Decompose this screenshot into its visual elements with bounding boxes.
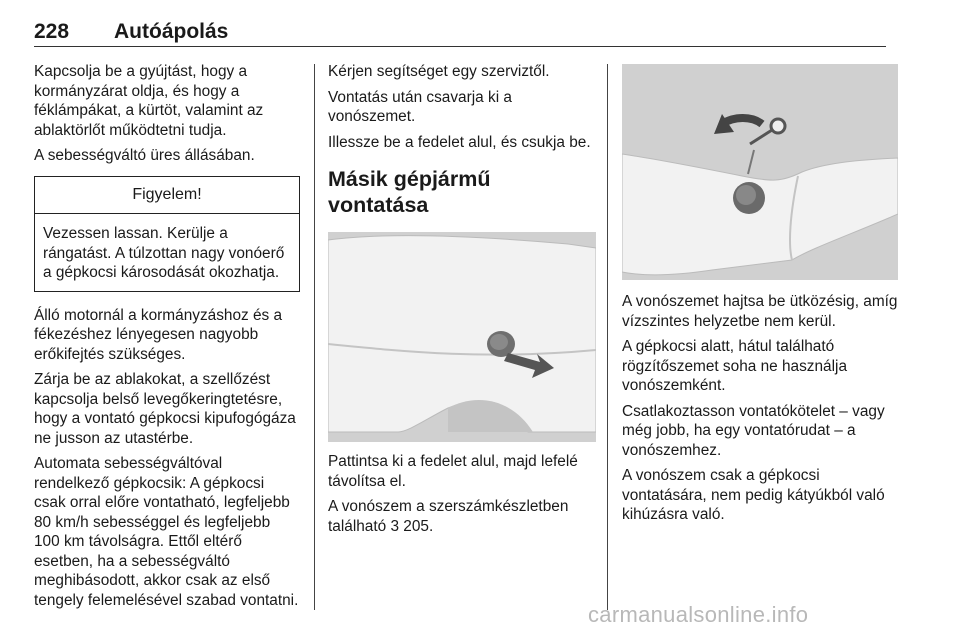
paragraph: A vonószem csak a gépkocsi vontatására, nem pedig kátyúkból való kihúzásra való. <box>622 467 885 523</box>
page-title: Autóápolás <box>114 20 229 43</box>
column-left <box>34 62 300 616</box>
paragraph: Kérjen segítséget egy szerviztől. <box>328 63 550 80</box>
bumper-cover-illustration <box>328 232 596 442</box>
paragraph-text: A vonószem a szerszámkészletben található <box>328 498 569 535</box>
column-divider <box>314 64 315 610</box>
watermark: carmanualsonline.info <box>588 602 809 627</box>
paragraph: A vonószemet hajtsa be ütközésig, amíg vízszintes helyzetbe nem kerül. <box>622 293 898 330</box>
paragraph: Automata sebességváltóval rendelkező gépkocsik: A gépkocsi csak orral előre vontatható, legfeljebb 80 km/h sebességgel és legfeljebb 100 km távolságra. Ettől eltérő esetben, ha a sebességváltó meghibásodott, akkor csak az első tengely felemelésével szabad vontatni. <box>34 455 299 609</box>
paragraph: A gépkocsi alatt, hátul található rögzítőszemet soha ne használja vonószemként. <box>622 338 848 394</box>
paragraph: Kapcsolja be a gyújtást, hogy a kormányzárat oldja, és hogy a féklámpákat, a kürtöt, valamint az ablaktörlőt működtetni tudja. <box>34 63 264 139</box>
warning-body: Vezessen lassan. Kerülje a rángatást. A túlzottan nagy vonóerő a gépkocsi károsodását okozhatja. <box>43 225 285 281</box>
section-heading: Másik gépjármű vontatása <box>328 167 491 217</box>
page-reference-number: 205. <box>399 517 434 535</box>
page-reference-arrow[interactable]: 3 <box>390 517 400 535</box>
paragraph <box>328 497 596 536</box>
column-divider <box>607 64 608 610</box>
page-header <box>34 8 886 47</box>
warning-box <box>34 176 300 292</box>
paragraph: Zárja be az ablakokat, a szellőzést kapcsolja belső levegőkeringtetésre, hogy a vontató gépkocsi kipufogógáza ne jusson az utastérbe. <box>34 371 296 447</box>
page-number: 228 <box>34 20 70 43</box>
column-right <box>622 62 898 531</box>
warning-title: Figyelem! <box>35 177 299 215</box>
column-middle <box>328 62 596 542</box>
towing-eye-illustration <box>622 64 898 280</box>
illustration-bumper-cover <box>328 232 596 442</box>
paragraph: Vontatás után csavarja ki a vonószemet. <box>328 88 512 125</box>
paragraph: A sebességváltó üres állásában. <box>34 147 255 164</box>
paragraph: Álló motornál a kormányzáshoz és a fékezéshez lényegesen nagyobb erőkifejtés szükséges. <box>34 306 283 363</box>
illustration-towing-eye <box>622 64 898 280</box>
paragraph: Csatlakoztasson vontatókötelet – vagy még jobb, ha egy vontatórudat – a vonószemhez. <box>622 402 885 459</box>
paragraph: Pattintsa ki a fedelet alul, majd lefelé távolítsa el. <box>328 453 578 490</box>
paragraph: Illessze be a fedelet alul, és csukja be. <box>328 133 591 151</box>
